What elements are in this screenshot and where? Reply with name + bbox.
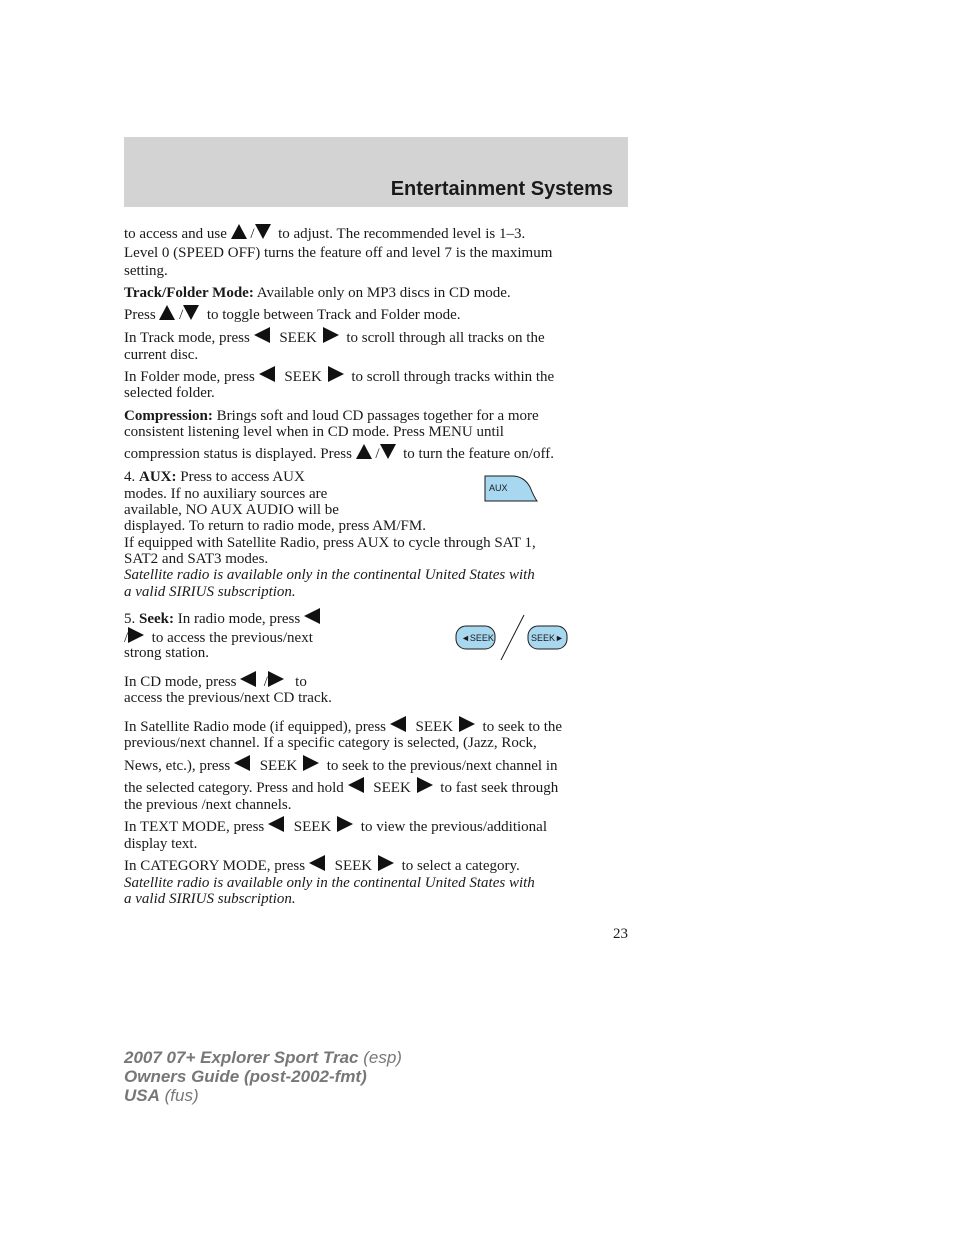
- text-line: current disc.: [124, 347, 199, 363]
- text-line: 4. AUX: Press to access AUX: [124, 469, 305, 485]
- text-line: setting.: [124, 263, 168, 279]
- text-line: strong station.: [124, 645, 209, 661]
- left-arrow-icon: [259, 366, 275, 382]
- text-line: Level 0 (SPEED OFF) turns the feature off and level 7 is the maximum: [124, 245, 553, 261]
- text-line: SAT2 and SAT3 modes.: [124, 551, 269, 567]
- page-number: 23: [613, 926, 628, 942]
- text-line: Track/Folder Mode: Available only on MP3 discs in CD mode.: [124, 285, 511, 301]
- up-arrow-icon: [159, 305, 175, 320]
- seek-left-label: ◄SEEK: [461, 633, 494, 643]
- text-line: selected folder.: [124, 385, 215, 401]
- text-line: News, etc.), press SEEK to seek to the previous/next channel in: [124, 755, 558, 775]
- text-line: to access and use / to adjust. The recommended level is 1–3.: [124, 226, 526, 242]
- italic-note: a valid SIRIUS subscription.: [124, 891, 296, 907]
- right-arrow-icon: [417, 777, 433, 793]
- italic-note: a valid SIRIUS subscription.: [124, 584, 296, 600]
- text-line: displayed. To return to radio mode, press AM/FM.: [124, 518, 426, 534]
- down-arrow-icon: [255, 224, 271, 239]
- text-line: In Track mode, press SEEK to scroll through all tracks on the: [124, 327, 545, 347]
- text-line: access the previous/next CD track.: [124, 690, 332, 706]
- left-arrow-icon: [240, 671, 256, 687]
- up-arrow-icon: [356, 444, 372, 459]
- left-arrow-icon: [254, 327, 270, 343]
- right-arrow-icon: [323, 327, 339, 343]
- seek-right-label: SEEK►: [531, 633, 564, 643]
- text-line: In CD mode, press / to: [124, 671, 307, 691]
- right-arrow-icon: [128, 627, 144, 643]
- right-arrow-icon: [459, 716, 475, 732]
- left-arrow-icon: [348, 777, 364, 793]
- down-arrow-icon: [380, 444, 396, 459]
- text-line: the previous /next channels.: [124, 797, 292, 813]
- text-line: available, NO AUX AUDIO will be: [124, 502, 339, 518]
- text-line: In TEXT MODE, press SEEK to view the previous/additional: [124, 816, 547, 836]
- text-line: modes. If no auxiliary sources are: [124, 486, 328, 502]
- left-arrow-icon: [234, 755, 250, 771]
- text-line: In Satellite Radio mode (if equipped), press SEEK to seek to the: [124, 716, 562, 736]
- seek-buttons-illustration: [455, 612, 569, 662]
- right-arrow-icon: [328, 366, 344, 382]
- text-line: previous/next channel. If a specific category is selected, (Jazz, Rock,: [124, 735, 537, 751]
- text-line: If equipped with Satellite Radio, press AUX to cycle through SAT 1,: [124, 535, 536, 551]
- text-line: Compression: Brings soft and loud CD passages together for a more: [124, 408, 539, 424]
- section-title: Entertainment Systems: [390, 178, 613, 200]
- down-arrow-icon: [183, 305, 199, 320]
- right-arrow-icon: [337, 816, 353, 832]
- text-line: In CATEGORY MODE, press SEEK to select a category.: [124, 855, 520, 875]
- text-line: consistent listening level when in CD mode. Press MENU until: [124, 424, 504, 440]
- document-footer: 2007 07+ Explorer Sport Trac (esp) Owners Guide (post-2002-fmt) USA (fus): [124, 1048, 402, 1105]
- right-arrow-icon: [378, 855, 394, 871]
- section-header: [124, 137, 628, 207]
- italic-note: Satellite radio is available only in the continental United States with: [124, 875, 535, 891]
- text-line: 5. Seek: In radio mode, press: [124, 608, 320, 628]
- text-line: compression status is displayed. Press / to turn the feature on/off.: [124, 446, 555, 462]
- text-line: In Folder mode, press SEEK to scroll through tracks within the: [124, 366, 554, 386]
- text-line: / to access the previous/next: [124, 627, 313, 647]
- aux-button-illustration: [484, 475, 538, 503]
- left-arrow-icon: [268, 816, 284, 832]
- right-arrow-icon: [268, 671, 284, 687]
- text-line: Press / to toggle between Track and Folder mode.: [124, 307, 461, 323]
- left-arrow-icon: [390, 716, 406, 732]
- text-line: display text.: [124, 836, 198, 852]
- italic-note: Satellite radio is available only in the continental United States with: [124, 567, 535, 583]
- right-arrow-icon: [303, 755, 319, 771]
- aux-button-label: AUX: [489, 483, 508, 493]
- up-arrow-icon: [231, 224, 247, 239]
- text-line: the selected category. Press and hold SEEK to fast seek through: [124, 777, 558, 797]
- left-arrow-icon: [304, 608, 320, 624]
- left-arrow-icon: [309, 855, 325, 871]
